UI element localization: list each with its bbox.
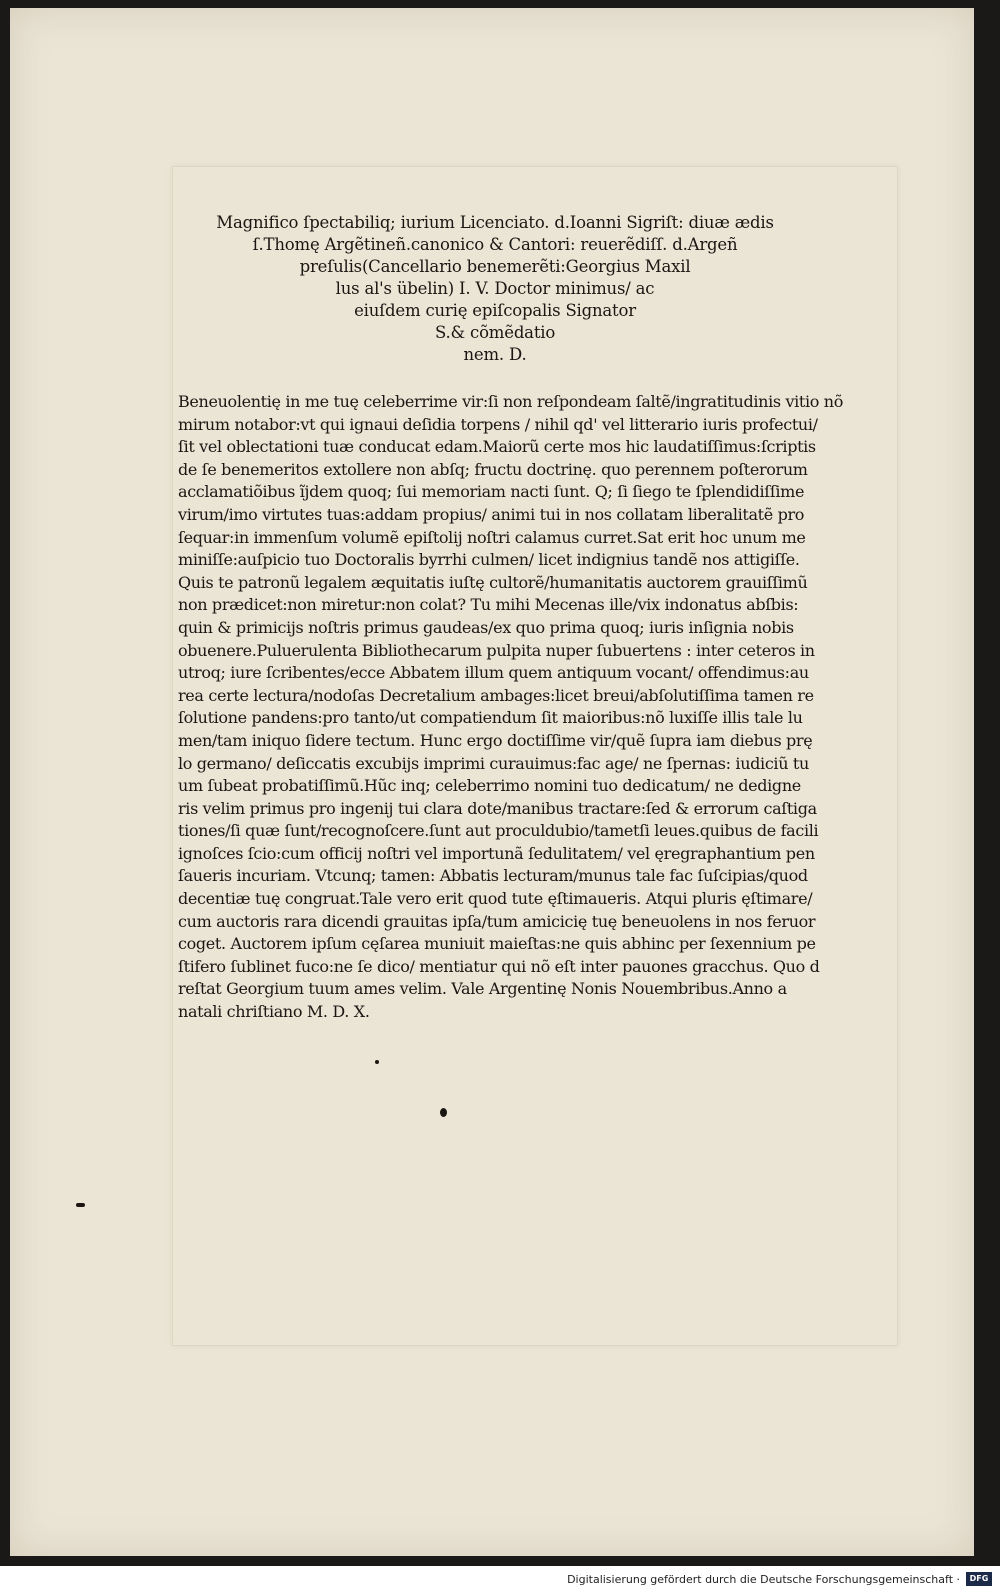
body-line: decentiæ tuę congruat.Tale vero erit quod tute ęſtimaueris. Atqui pluris ęſtimare/ <box>178 889 813 909</box>
body-line: ſaueris incuriam. Vtcunq; tamen: Abbatis lecturam/munus tale fac ſuſcipias/quod <box>178 866 808 886</box>
body-line: um ſubeat probatiſſimũ.Hũc inq; celeberrimo nomini tuo dedicatum/ ne dedigne <box>178 776 801 796</box>
body-line: mirum notabor:vt qui ignaui deſidia torpens / nihil qd' vel litterario iuris profectui/ <box>178 414 818 434</box>
body-line: ſit vel oblectationi tuæ conducat edam.Maiorũ certe mos hic laudatiſſimus:ſcriptis <box>178 437 816 457</box>
body-line: obuenere.Puluerulenta Bibliothecarum pulpita nuper ſubuertens : inter ceteros in <box>178 640 815 660</box>
heading-line: ſ.Thomę Argẽtineñ.canonico & Cantori: reuerẽdiſſ. d.Argeñ <box>252 235 738 254</box>
body-line: utroq; iure ſcribentes/ecce Abbatem illum quem antiquum vocant/ offendimus:au <box>178 663 809 683</box>
body-line: miniſſe:auſpicio tuo Doctoralis byrrhi culmen/ licet indignius tandẽ nos attigiſſe. <box>178 550 800 570</box>
body-line: men/tam iniquo ſidere tectum. Hunc ergo doctiſſime vir/quẽ ſupra iam diebus prę <box>178 730 813 750</box>
heading-line: eiuſdem curię epiſcopalis Signator <box>354 301 636 320</box>
dfg-logo: DFG <box>966 1572 992 1586</box>
body-line: acclamatiõibus ĩjdem quoq; ſui memoriam nacti ſunt. Q; ſi ſiego te ſplendidiſſime <box>178 482 805 502</box>
body-line: lo germano/ deſiccatis excubijs imprimi curauimus:fac age/ ne ſpernas: iudiciũ tu <box>178 753 809 773</box>
body-line: ſolutione pandens:pro tanto/ut compatiendum ſit maioribus:nõ luxiſſe illis tale lu <box>178 708 803 728</box>
body-line: Beneuolentię in me tuę celeberrime vir:ſi non reſpondeam ſaltẽ/ingratitudinis vitio nõ <box>178 392 844 411</box>
ink-dot <box>440 1108 447 1117</box>
heading-line: lus al's übelin) I. V. Doctor minimus/ ac <box>335 279 655 298</box>
body-line: quin & primicijs noſtris primus gaudeas/ex quo prima quoq; iuris inſignia nobis <box>178 617 794 637</box>
body-line: coget. Auctorem ipſum cęſarea muniuit maieſtas:ne quis abhinc per ſexennium pe <box>178 934 816 954</box>
body-line: virum/imo virtutes tuas:addam propius/ animi tui in nos collatam liberalitatẽ pro <box>178 504 805 524</box>
body-line: Quis te patronũ legalem æquitatis iuſtę cultorẽ/humanitatis auctorem grauiſſimũ <box>178 572 808 592</box>
letter-body <box>178 391 900 1024</box>
ink-dot <box>375 1060 379 1064</box>
body-line: reſtat Georgium tuum ames velim. Vale Argentinę Nonis Nouembribus.Anno a <box>178 979 787 999</box>
body-line: de ſe benemeritos extollere non abſq; fructu doctrinę. quo perennem poſterorum <box>178 459 808 479</box>
body-line: rea certe lectura/nodoſas Decretalium ambages:licet breui/abſolutiſſima tamen re <box>178 685 814 705</box>
dedication-heading <box>150 212 840 366</box>
body-line: cum auctoris rara dicendi grauitas ipſa/tum amicicię tuę beneuolens in nos feruor <box>178 911 816 931</box>
heading-line: S.& cõmẽdatio <box>434 323 556 342</box>
body-line: ſequar:in immenſum volumẽ epiſtolij noſtri calamus curret.Sat erit hoc unum me <box>178 527 806 547</box>
body-line: ſtifero ſublinet fuco:ne ſe dico/ mentiatur qui nõ eſt inter pauones gracchus. Quo d <box>178 956 820 976</box>
footer-credit: Digitalisierung gefördert durch die Deutsche Forschungsgemeinschaft · <box>567 1573 960 1586</box>
ink-mark <box>76 1203 85 1207</box>
heading-line: preſulis(Cancellario benemerẽti:Georgius Maxil <box>299 257 691 276</box>
body-line: natali chriſtiano M. D. X. <box>178 1002 370 1022</box>
body-line: tiones/ſi quæ ſunt/recognoſcere.ſunt aut proculdubio/tametſi leues.quibus de facili <box>178 821 819 841</box>
body-line: non prædicet:non miretur:non colat? Tu mihi Mecenas ille/vix indonatus abſbis: <box>178 595 799 615</box>
body-line: ignoſces ſcio:cum officij noſtri vel importunã ſedulitatem/ vel ęregraphantium pen <box>178 843 815 863</box>
heading-line: Magnifico ſpectabiliq; iurium Licenciato. d.Ioanni Sigriſt: diuæ ædis <box>216 213 774 232</box>
body-line: ris velim primus pro ingenij tui clara dote/manibus tractare:ſed & errorum caſtiga <box>178 798 817 818</box>
digitization-footer <box>0 1566 1000 1594</box>
heading-line: nem. D. <box>463 345 527 364</box>
